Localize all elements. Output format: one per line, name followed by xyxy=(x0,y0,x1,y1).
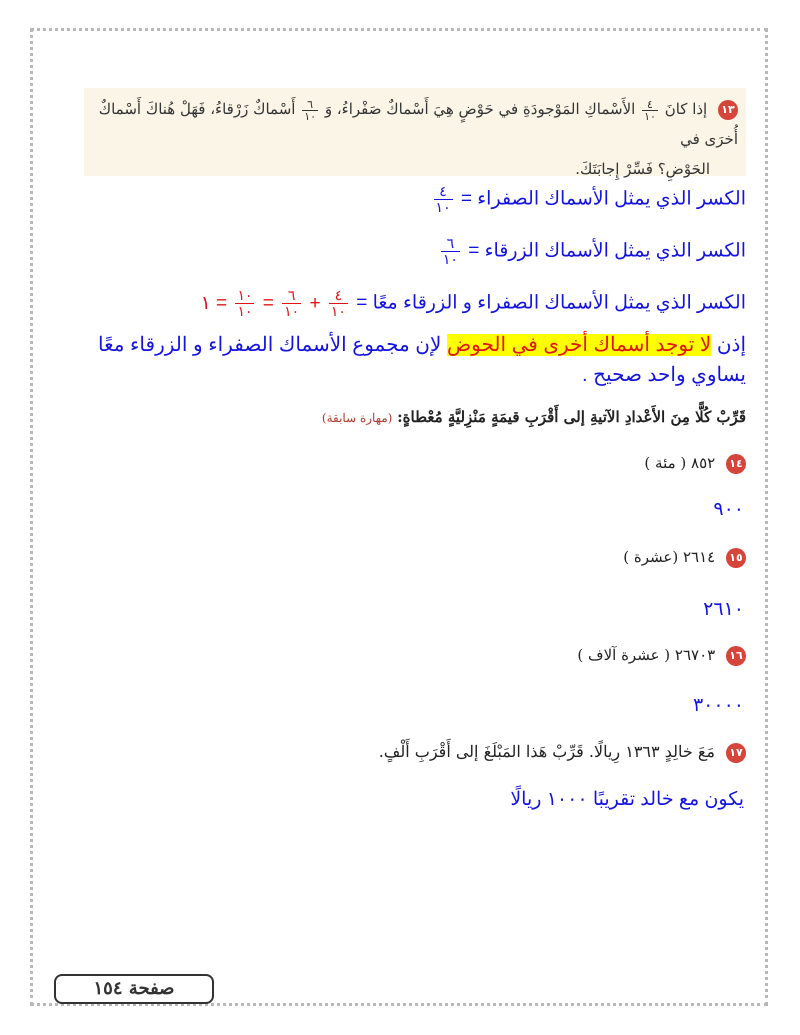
question-number-16: ١٦ xyxy=(726,646,746,666)
answer-15: ٢٦١٠ xyxy=(703,599,744,620)
question-number-13: ١٣ xyxy=(718,100,738,120)
answer-sum-fraction: الكسر الذي يمثل الأسماك الصفراء و الزرقاء معًا = ٤ ١٠ + ٦ ١٠ = ١٠ ١٠ = ١ xyxy=(200,287,746,319)
answer-conclusion-line2: يساوي واحد صحيح . xyxy=(582,364,746,386)
q13-text-d: الحَوْضِ؟ فَسِّرْ إِجابَتَكَ. xyxy=(575,160,710,178)
highlighted-answer: لا توجد أسماك أخرى في الحوض xyxy=(446,334,712,356)
answer-17: يكون مع خالد تقريبًا ١٠٠٠ ريالًا xyxy=(510,789,744,810)
worksheet-page xyxy=(44,40,756,1000)
answer-16: ٣٠٠٠٠ xyxy=(692,695,744,716)
answer-blue-fraction: الكسر الذي يمثل الأسماك الزرقاء = ٦ ١٠ xyxy=(442,235,746,267)
question-16: ١٦ ٢٦٧٠٣ ( عشرة آلاف ) xyxy=(577,646,746,666)
answer-conclusion: إذن لا توجد أسماك أخرى في الحوض لإن مجموع الأسماك الصفراء و الزرقاء معًا xyxy=(98,334,746,356)
skill-label: (مهارة سابقة) xyxy=(321,411,393,425)
question-17: ١٧ مَعَ خالِدٍ ١٣٦٣ رِيالًا. قَرِّبْ هَذا المَبْلَغَ إلى أَقْرَبِ أَلْفٍ. xyxy=(379,742,746,763)
question-number-17: ١٧ xyxy=(726,743,746,763)
question-13-box xyxy=(84,88,746,176)
q13-text-b: الأَسْماكِ المَوْجودَةِ في حَوْضٍ هِيَ أَسْماكٌ صَفْراءُ، وَ xyxy=(324,100,636,118)
q13-text-c: أَسْماكٌ زَرْقاءُ، فَهَلْ هُناكَ أَسْماكٌ أُخرَى في xyxy=(98,100,738,148)
answer-14: ٩٠٠ xyxy=(713,499,744,520)
q13-fraction-yellow: $\frac{٤}{١٠}$ xyxy=(644,97,656,123)
question-number-15: ١٥ xyxy=(726,548,746,568)
q13-text-a: إذا كانَ xyxy=(664,100,708,118)
rounding-instruction: قَرِّبْ كُلًّا مِنَ الأَعْدادِ الآتيةِ إلى أَقْرَبِ قيمَةٍ مَنْزِليَّةٍ مُعْطاةٍ: (مهارة سابقة) xyxy=(321,408,746,426)
question-number-14: ١٤ xyxy=(726,454,746,474)
answer-yellow-fraction: الكسر الذي يمثل الأسماك الصفراء = ٤ ١٠ xyxy=(435,183,746,215)
q13-fraction-blue: $\frac{٦}{١٠}$ xyxy=(304,97,317,123)
question-14: ١٤ ٨٥٢ ( مئة ) xyxy=(644,454,746,474)
question-15: ١٥ ٢٦١٤ (عشرة ) xyxy=(623,548,746,568)
page-number-box: صفحة ١٥٤ xyxy=(54,974,214,1004)
